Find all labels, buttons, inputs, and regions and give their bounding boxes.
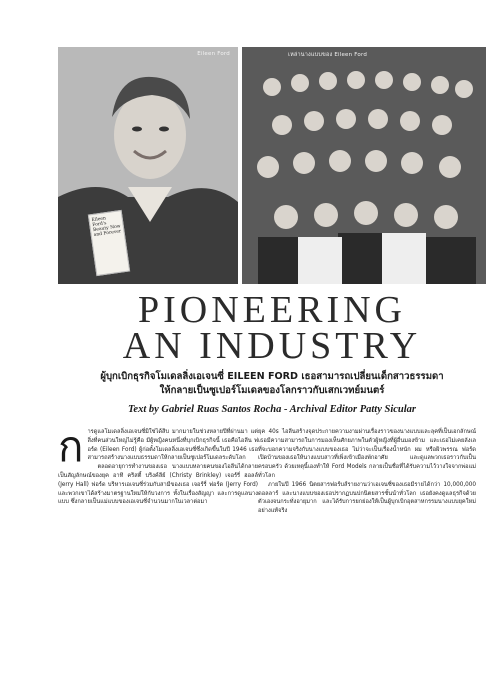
book-cover: Eileen Ford's Beauty Now and Forever bbox=[88, 210, 130, 276]
group-illustration bbox=[242, 47, 486, 284]
article-title-line-2: AN INDUSTRY bbox=[122, 325, 422, 367]
subtitle-line-2: ให้กลายเป็นซูเปอร์โมเดลของโลกราวกับเสกเวทย์มนตร์ bbox=[159, 385, 385, 396]
photo-models-group bbox=[242, 47, 486, 284]
paragraph: ภายในปี 1966 นิตยสารฟอร์บส์รายงานว่าเอเจนซี่ของเธอมีรายได้กว่า 10,000,000 ดอลลาร์ และนางแบบของเธอปรากฏบนปกนิตยสารชั้นนำทั่วโลก เธอยังคงดูแลธุรกิจด้วยตัวเองจนกระทั่งอายุมาก และได้รับการยกย่องให้เป็นผู้บุกเบิกอุตสาหกรรมนางแบบยุคใหม่อย่างแท้จริง bbox=[258, 481, 476, 515]
photo-eileen-ford bbox=[58, 47, 238, 284]
paragraph: ยุค 40s ไอลีนสร้างจุดประกายความงามผ่านเรื่องราวของนางแบบและลุคที่เป็นเอกลักษณ์ เธอมีความสามารถในการมองเห็นศักยภาพในตัวผู้หญิงที่ผู้อื่นมองข้าม และเธอไม่เคยลังเลที่จะบอกความจริงกับนางแบบของเธอ ไม่ว่าจะเป็นเรื่องน้ำหนัก ผม หรือผิวพรรณ ฟอร์ดเปิดบ้านของเธอให้นางแบบสาวที่เพิ่งเข้าเมืองพักอาศัย และดูแลพวกเธอราวกับเป็นครอบครัว ด้วยเหตุนี้เองทำให้ Ford Models กลายเป็นชื่อที่ได้รับความไว้วางใจจากพ่อแม่ทั่วโลก bbox=[258, 429, 476, 479]
caption-left: Eileen Ford bbox=[197, 51, 230, 57]
subtitle-line-1: ผู้บุกเบิกธุรกิจโมเดลลิ่งเอเจนซี่ EILEEN FORD เธอสามารถเปลี่ยนเด็กสาวธรรมดา bbox=[100, 371, 444, 382]
drop-cap: ก bbox=[58, 425, 84, 471]
body-column-left bbox=[58, 425, 258, 507]
body-column-right bbox=[258, 428, 476, 516]
paragraph: ารดูแลโมเดลลิ่งเอเจนซี่มิใช่ได้สิบ มากมายในช่วงหลายปีที่ผ่านมา แต่สิ่งที่คนส่วนใหญ่ไม่รู้คือ มีผู้หญิงคนหนึ่งที่บุกเบิกธุรกิจนี้ เธอคือไอลีน ฟอร์ด (Eileen Ford) ผู้ก่อตั้งโมเดลลิ่งเอเจนซี่ซึ่งเกิดขึ้นในปี 1946 เธอสามารถสร้างนางแบบธรรมดาให้กลายเป็นซูเปอร์โมเดลระดับโลก bbox=[87, 429, 258, 462]
caption-right: เหล่านางแบบของ Eileen Ford bbox=[288, 52, 368, 58]
portrait-illustration bbox=[58, 47, 238, 284]
byline: Text by Gabriel Ruas Santos Rocha - Archival Editor Patty Sicular bbox=[127, 404, 416, 415]
article-title-line-1: PIONEERING bbox=[138, 289, 406, 331]
article-subtitle bbox=[58, 370, 486, 398]
paragraph: ตลอดอายุการทำงานของเธอ นางแบบหลายคนของไอลีนได้กลายเป็นสัญลักษณ์ของยุค อาทิ คริสตี้ บริงค์ลีย์ (Christy Brinkley) เจอร์รี่ ฮอลล์ (Jerry Hall) ฟอร์ด บริหารเอเจนซี่ร่วมกับสามีของเธอ เจอร์รี่ ฟอร์ด (Jerry Ford) และพวกเขาได้สร้างมาตรฐานใหม่ให้กับวงการ ทั้งในเรื่องสัญญา และการดูแลนางแบบ ซึ่งกลายเป็นแม่แบบของเอเจนซี่จำนวนมากในเวลาต่อมา bbox=[58, 464, 258, 506]
